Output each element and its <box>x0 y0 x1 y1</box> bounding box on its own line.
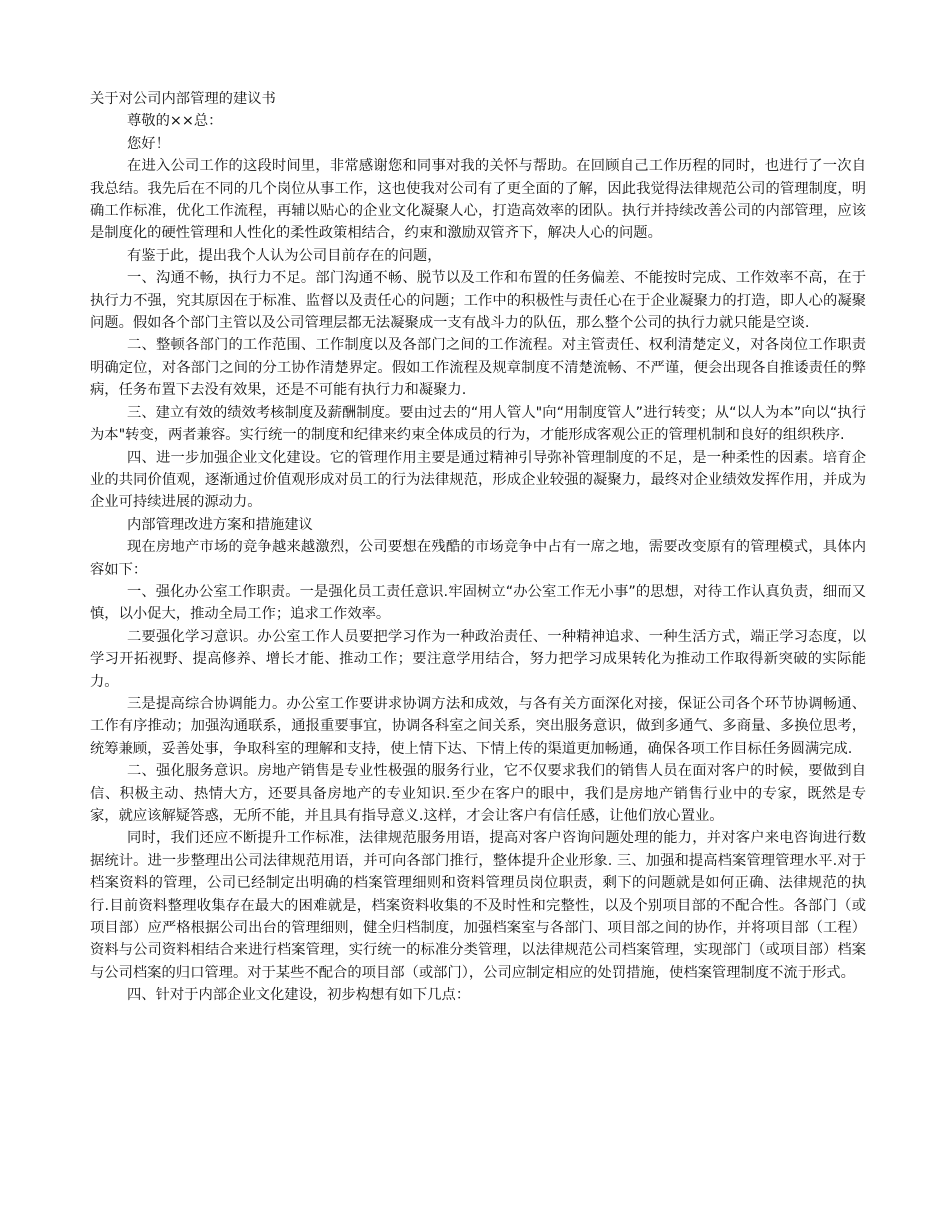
problem-3-paragraph: 三、建立有效的绩效考核制度及薪酬制度。要由过去的“用人管人"向“用制度管人”进行转变；从“以人为本”向以“执行为本"转变，两者兼容。实行统一的制度和纪律来约束全体成员的行为，才能形成客观公正的管理机制和良好的组织秩序. <box>90 404 866 444</box>
document-title: 关于对公司内部管理的建议书 <box>90 91 276 107</box>
section-heading: 内部管理改进方案和措施建议 <box>127 516 313 533</box>
measure-2b-paragraph: 同时，我们还应不断提升工作标准，法律规范服务用语，提高对客户咨询问题处理的能力，并对客户来电咨询进行数据统计。进一步整理出公司法律规范用语，并可向各部门推行，整体提升企业形象. 三、加强和提高档案管理管理水平.对于档案资料的管理，公司已经制定出明确的档案管理细则和资料管理员岗位职责，剩下的问题就是如何正确、法律规范的执行.目前资料整理收集存在最大的困难就是，档案资料收集的不及时性和完整性，以及个别项目部的不配合性。各部门（或项目部）应严格根据公司出台的管理细则，健全归档制度，加强档案室与各部门、项目部之间的协作，并将项目部（工程）资料与公司资料相结合来进行档案管理，实行统一的标准分类管理，以法律规范公司档案管理，实现部门（或项目部）档案与公司档案的归口管理。对于某些不配合的项目部（或部门），公司应制定相应的处罚措施，使档案管理制度不流于形式。 <box>90 830 866 981</box>
document-page <box>90 88 866 1007</box>
measure-1-paragraph: 一、强化办公室工作职责。一是强化员工责任意识.牢固树立“办公室工作无小事”的思想，对待工作认真负责，细而又慎，以小促大，推动全局工作；追求工作效率。 <box>90 583 866 623</box>
problem-4-paragraph: 四、进一步加强企业文化建设。它的管理作用主要是通过精神引导弥补管理制度的不足，是一种柔性的因素。培育企业的共同价值观，逐渐通过价值观形成对员工的行为法律规范，形成企业较强的凝聚力，最终对企业绩效发挥作用，并成为企业可持续进展的源动力。 <box>90 449 866 511</box>
problem-1-paragraph: 一、沟通不畅，执行力不足。部门沟通不畅、脱节以及工作和布置的任务偏差、不能按时完成、工作效率不高，在于执行力不强，究其原因在于标准、监督以及责任心的问题；工作中的积极性与责任心在于企业凝聚力的打造，即人心的凝聚问题。假如各个部门主管以及公司管理层都无法凝聚成一支有战斗力的队伍，那么整个公司的执行力就只能是空谈. <box>90 270 866 332</box>
measure-1c-paragraph: 三是提高综合协调能力。办公室工作要讲求协调方法和成效，与各有关方面深化对接，保证公司各个环节协调畅通、工作有序推动；加强沟通联系，通报重要事宜，协调各科室之间关系，突出服务意识，做到多通气、多商量、多换位思考，统筹兼顾，妥善处事，争取科室的理解和支持，使上情下达、下情上传的渠道更加畅通，确保各项工作目标任务圆满完成. <box>90 695 866 757</box>
measure-4-paragraph: 四、针对于内部企业文化建设，初步构想有如下几点： <box>127 987 471 1004</box>
greeting: 您好！ <box>127 135 170 152</box>
problems-lead-in: 有鉴于此，提出我个人认为公司目前存在的问题， <box>127 247 442 264</box>
salutation: 尊敬的××总： <box>127 113 223 130</box>
intro-paragraph: 在进入公司工作的这段时间里，非常感谢您和同事对我的关怀与帮助。在回顾自己工作历程的同时，也进行了一次自我总结。我先后在不同的几个岗位从事工作，这也使我对公司有了更全面的了解，因此我觉得法律规范公司的管理制度，明确工作标准，优化工作流程，再辅以贴心的企业文化凝聚人心，打造高效率的团队。执行并持续改善公司的内部管理，应该是制度化的硬性管理和人性化的柔性政策相结合，约束和激励双管齐下，解决人心的问题。 <box>90 158 866 242</box>
problem-2-paragraph: 二、整顿各部门的工作范围、工作制度以及各部门之间的工作流程。对主管责任、权利清楚定义，对各岗位工作职责明确定位，对各部门之间的分工协作清楚界定。假如工作流程及规章制度不清楚流畅、不严谨，便会出现各自推诿责任的弊病，任务布置下去没有效果，还是不可能有执行力和凝聚力. <box>90 337 866 399</box>
measure-2-paragraph: 二、强化服务意识。房地产销售是专业性极强的服务行业，它不仅要求我们的销售人员在面对客户的时候，要做到自信、积极主动、热情大方，还要具备房地产的专业知识.至少在客户的眼中，我们是房地产销售行业中的专家，既然是专家，就应该解疑答惑，无所不能，并且具有指导意义.这样，才会让客户有信任感，让他们放心置业。 <box>90 763 866 824</box>
measure-1b-paragraph: 二要强化学习意识。办公室工作人员要把学习作为一种政治责任、一种精神追求、一种生活方式，端正学习态度，以学习开拓视野、提高修养、增长才能、推动工作；要注意学用结合，努力把学习成果转化为推动工作取得新突破的实际能力。 <box>90 628 866 690</box>
section-intro-paragraph: 现在房地产市场的竞争越来越激烈，公司要想在残酷的市场竞争中占有一席之地，需要改变原有的管理模式，具体内容如下： <box>90 539 866 578</box>
